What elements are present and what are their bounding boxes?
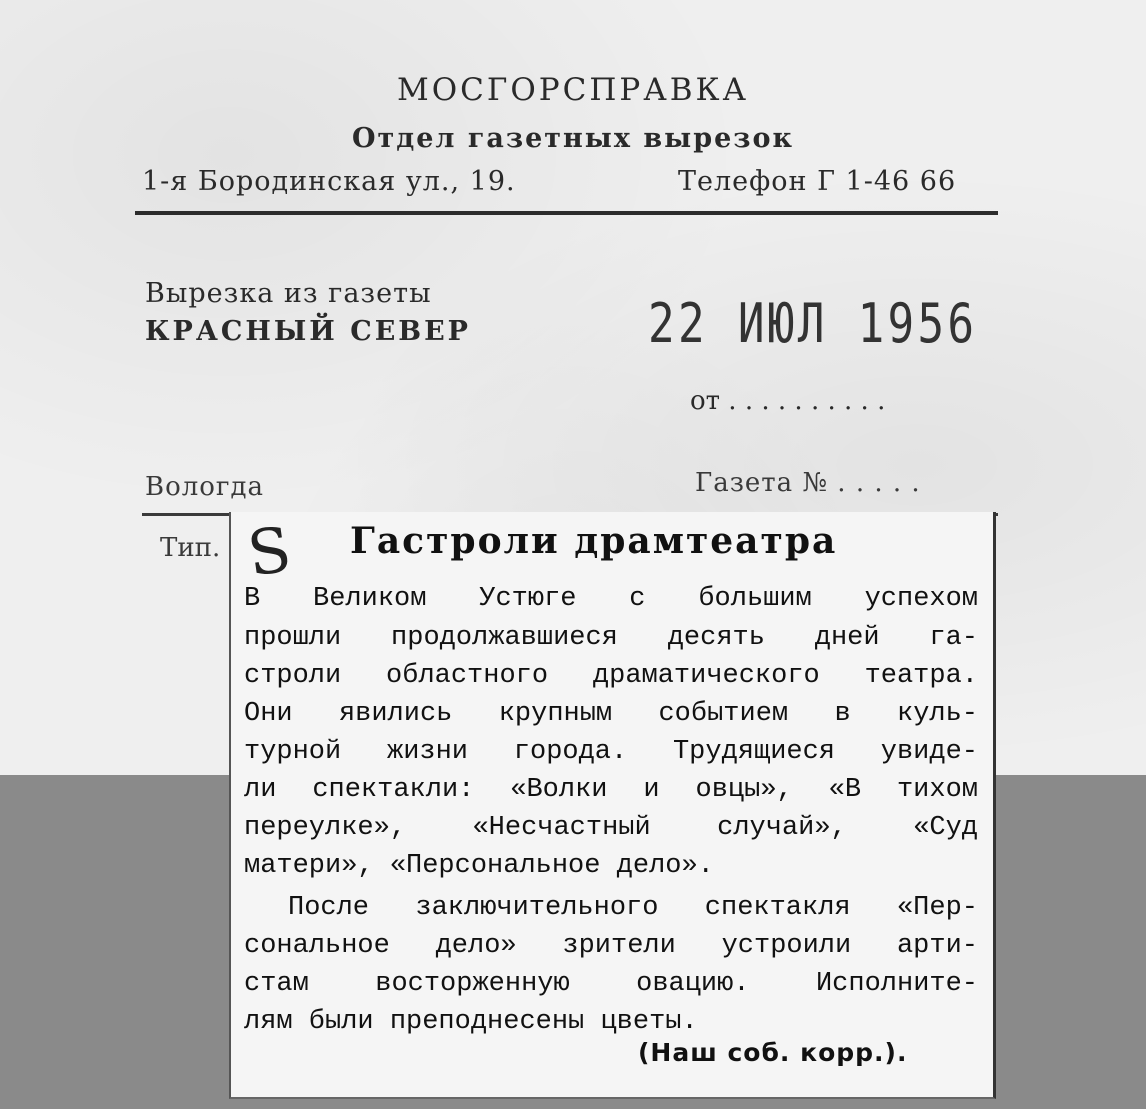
phone-number: Телефон Г 1-46 66 [678,166,957,197]
article-line: строли областного драматического театра. [244,661,978,691]
issue-number-field: Газета № . . . . . [695,468,921,498]
newspaper-name: КРАСНЫЙ СЕВЕР [145,316,471,347]
article-line: матери», «Персональное дело». [244,851,714,881]
article-title: Гастроли драмтеатра [350,520,838,562]
printing-house-label: Тип. [160,533,221,563]
article-line: лям были преподнесены цветы. [244,1007,698,1037]
article-line: сональное дело» зрители устроили арти- [244,931,978,961]
article-line: ли спектакли: «Волки и овцы», «В тихом [244,775,978,805]
article-line: Они явились крупным событием в куль- [244,699,978,729]
date-stamp: 22 ИЮЛ 1956 [648,292,978,355]
header-divider [135,211,998,215]
article-line: стам восторженную овацию. Исполните- [244,969,978,999]
department-name: Отдел газетных вырезок [352,123,794,154]
clipping-label: Вырезка из газеты [145,278,432,309]
article-line: прошли продолжавшиеся десять дней га- [244,623,978,653]
article-line: переулке», «Несчастный случай», «Суд [244,813,978,843]
article-line: турной жизни города. Трудящиеся увиде- [244,737,978,767]
city-name: Вологда [145,472,265,502]
from-date-field: от . . . . . . . . . . [690,386,886,416]
organization-name: МОСГОРСПРАВКА [396,72,749,108]
address: 1-я Бородинская ул., 19. [142,166,516,197]
article-byline: (Наш соб. корр.). [638,1038,908,1067]
pencil-mark: S [243,512,296,591]
article-line: В Великом Устюге с большим успехом [244,584,978,614]
article-line: После заключительного спектакля «Пер- [288,893,978,923]
